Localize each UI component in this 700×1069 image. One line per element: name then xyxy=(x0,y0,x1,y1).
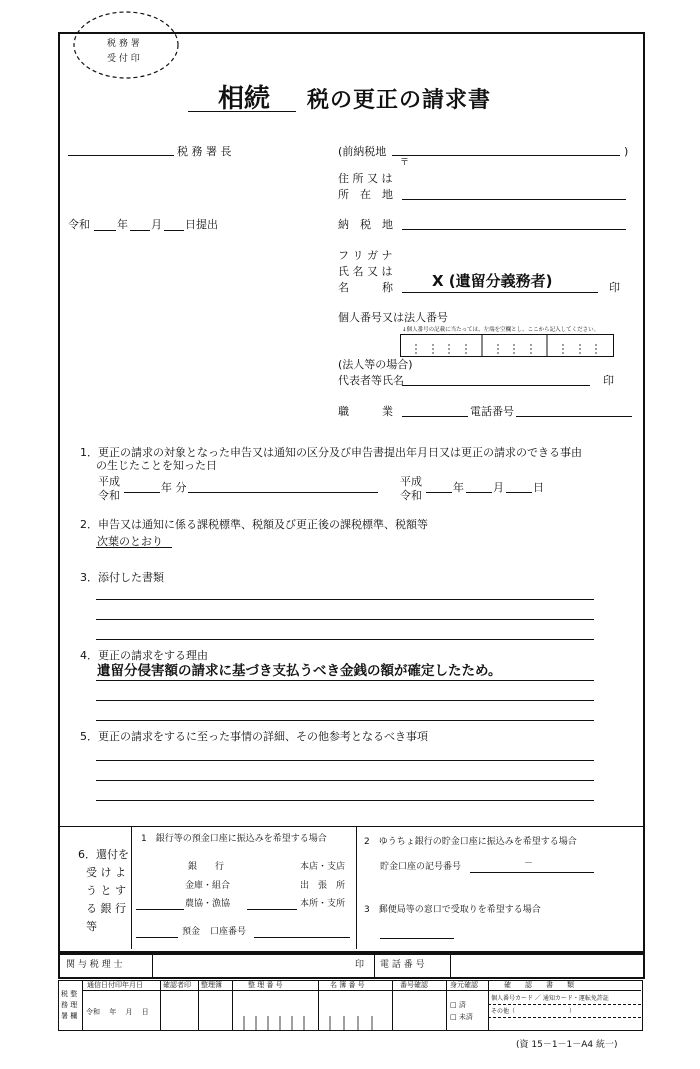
account-label: 口座番号 xyxy=(210,927,247,937)
filing-day: 日提出 xyxy=(185,218,218,231)
tax-agent-row xyxy=(58,953,645,979)
tax-place-field[interactable] xyxy=(402,229,626,230)
office-date-row: 令和 年 月 日 xyxy=(86,1008,149,1016)
rep-label: 代表者等氏名 xyxy=(338,374,404,387)
name-value[interactable]: X (遺留分義務者) xyxy=(432,272,553,290)
id-number-label: 個人番号又は法人番号 xyxy=(338,311,448,324)
section1-text1: 1．更正の請求の対象となった申告又は通知の区分及び申告書提出年月日又は更正の請求のできる事由 xyxy=(80,446,582,459)
office-check-done[interactable]: □ 済 xyxy=(450,1001,466,1009)
id-number-note: ↓個人番号の記載に当たっては、左端を空欄とし、ここから記入してください。 xyxy=(402,327,600,333)
tax-place-label: 納 税 地 xyxy=(338,218,393,231)
section2-value[interactable]: 次葉のとおり xyxy=(97,535,163,548)
section1-text2: の生じたことを知った日 xyxy=(96,459,217,472)
office-header-2: 確認者印 xyxy=(163,981,191,989)
office-header-8: 確 認 書 類 xyxy=(504,981,574,989)
deposit-label: 預金 xyxy=(182,927,201,937)
chief-label: 税 務 署 長 xyxy=(177,145,232,158)
s1-year-part: 年 分 xyxy=(161,481,187,494)
corp-label: (法人等の場合) xyxy=(338,358,413,371)
post-office-field[interactable] xyxy=(380,938,454,939)
savings-label: 貯金口座の記号番号 xyxy=(380,862,462,872)
refund-option-1: 1 銀行等の預金口座に振込みを希望する場合 xyxy=(141,834,327,844)
page-title: 税の更正の請求書 xyxy=(307,88,492,113)
job-label: 職 業 xyxy=(338,405,393,418)
branch-type-2: 出 張 所 xyxy=(300,881,346,891)
filing-year: 年 xyxy=(117,218,128,231)
s3-line-2[interactable] xyxy=(96,619,594,620)
s1-kind-field[interactable] xyxy=(188,492,378,493)
deposit-type-field[interactable] xyxy=(136,937,178,938)
stamp-line2: 受 付 印 xyxy=(107,54,140,64)
name-label-2: 名 称 xyxy=(338,281,393,294)
s1-era-b1: 平成 xyxy=(400,475,422,488)
section3-text: 3．添付した書類 xyxy=(80,571,164,584)
refund-label-2: 受 け よ xyxy=(86,866,126,879)
refund-label-1: 6．還付を xyxy=(78,848,129,861)
account-field[interactable] xyxy=(254,937,350,938)
refund-label-4: る 銀 行 xyxy=(86,902,126,915)
name-seal: 印 xyxy=(609,281,620,294)
savings-dash: － xyxy=(524,859,534,869)
branch-type-1: 本店・支店 xyxy=(300,862,346,872)
s1-b-year-field[interactable] xyxy=(426,492,452,493)
section4-value[interactable]: 遺留分侵害額の請求に基づき支払うべき金銭の額が確定したため。 xyxy=(97,663,502,679)
refund-option-3: 3 郵便局等の窓口で受取りを希望する場合 xyxy=(364,905,541,915)
name-label-1: 氏 名 又 は xyxy=(338,265,393,278)
office-docs-line1: 個人番号カード ／ 通知カード・運転免許証 xyxy=(491,995,609,1002)
phone-label: 電話番号 xyxy=(470,405,514,418)
s1-b-day-field[interactable] xyxy=(506,492,532,493)
office-header-1: 通信日付印年月日 xyxy=(87,981,143,989)
branch-type-3: 本所・支所 xyxy=(300,899,346,909)
section4-text: 4．更正の請求をする理由 xyxy=(80,649,208,662)
s1-year-field[interactable] xyxy=(124,492,160,493)
section2-text: 2．申告又は通知に係る課税標準、税額及び更正後の課税標準、税額等 xyxy=(80,518,428,531)
office-header-3: 整理簿 xyxy=(201,981,222,989)
tax-agent-phone: 電 話 番 号 xyxy=(380,960,425,970)
s1-b-month: 月 xyxy=(493,481,504,494)
office-check-pending[interactable]: □ 未済 xyxy=(450,1013,473,1021)
stamp-line1: 税 務 署 xyxy=(107,39,140,49)
office-header-7: 身元確認 xyxy=(450,981,478,989)
office-side-3: 署 欄 xyxy=(61,1012,78,1020)
bank-type-2: 金庫・組合 xyxy=(185,881,231,891)
office-side-1: 税 整 xyxy=(61,990,78,998)
tax-agent-label: 関 与 税 理 士 xyxy=(66,960,123,970)
prev-close: ) xyxy=(624,145,629,158)
office-docs-line2: その他（ ） xyxy=(491,1008,576,1015)
rep-field[interactable] xyxy=(402,385,590,386)
s1-era-a2: 令和 xyxy=(98,489,120,502)
s1-b-month-field[interactable] xyxy=(466,492,492,493)
s5-line-1[interactable] xyxy=(96,760,594,761)
office-header-5: 名 簿 番 号 xyxy=(330,981,365,989)
refund-option-2: 2 ゆうちょ銀行の貯金口座に振込みを希望する場合 xyxy=(364,837,577,847)
refund-label-5: 等 xyxy=(86,920,97,933)
id-number-dividers xyxy=(400,334,614,357)
savings-field[interactable] xyxy=(470,872,594,873)
address-field[interactable] xyxy=(402,199,626,200)
phone-field[interactable] xyxy=(516,416,632,417)
s1-b-day: 日 xyxy=(533,481,544,494)
s3-line-3[interactable] xyxy=(96,639,594,640)
office-side-2: 務 理 xyxy=(61,1001,78,1009)
rep-seal: 印 xyxy=(603,374,614,387)
filing-month: 月 xyxy=(151,218,162,231)
s1-era-a1: 平成 xyxy=(98,475,120,488)
office-header-4: 整 理 番 号 xyxy=(248,981,283,989)
address-label-2: 所 在 地 xyxy=(338,188,393,201)
address-label-1: 住 所 又 は xyxy=(338,172,393,185)
bank-name-field[interactable] xyxy=(136,909,184,910)
branch-name-field[interactable] xyxy=(247,909,297,910)
job-field[interactable] xyxy=(402,416,468,417)
s5-line-3[interactable] xyxy=(96,800,594,801)
filing-era: 令和 xyxy=(68,218,90,231)
prev-tax-address-label: (前納税地 xyxy=(338,145,387,158)
s1-era-b2: 令和 xyxy=(400,489,422,502)
bank-type-1: 銀 行 xyxy=(188,862,225,872)
title-prefix: 相続 xyxy=(218,84,271,114)
form-code-footer: (資 15－1－1－A4 統一) xyxy=(516,1040,618,1050)
office-header-6: 番号確認 xyxy=(400,981,428,989)
s5-line-2[interactable] xyxy=(96,780,594,781)
section5-text: 5．更正の請求をするに至った事情の詳細、その他参考となるべき事項 xyxy=(80,730,428,743)
postal-mark: 〒 xyxy=(400,158,410,168)
tax-agent-seal: 印 xyxy=(355,960,365,970)
s3-line-1[interactable] xyxy=(96,599,594,600)
refund-label-3: う と す xyxy=(86,884,126,897)
number-cell-ticks xyxy=(232,990,392,1030)
bank-type-3: 農協・漁協 xyxy=(185,899,231,909)
furigana-label: フ リ ガ ナ xyxy=(338,249,393,262)
s1-b-year: 年 xyxy=(453,481,464,494)
